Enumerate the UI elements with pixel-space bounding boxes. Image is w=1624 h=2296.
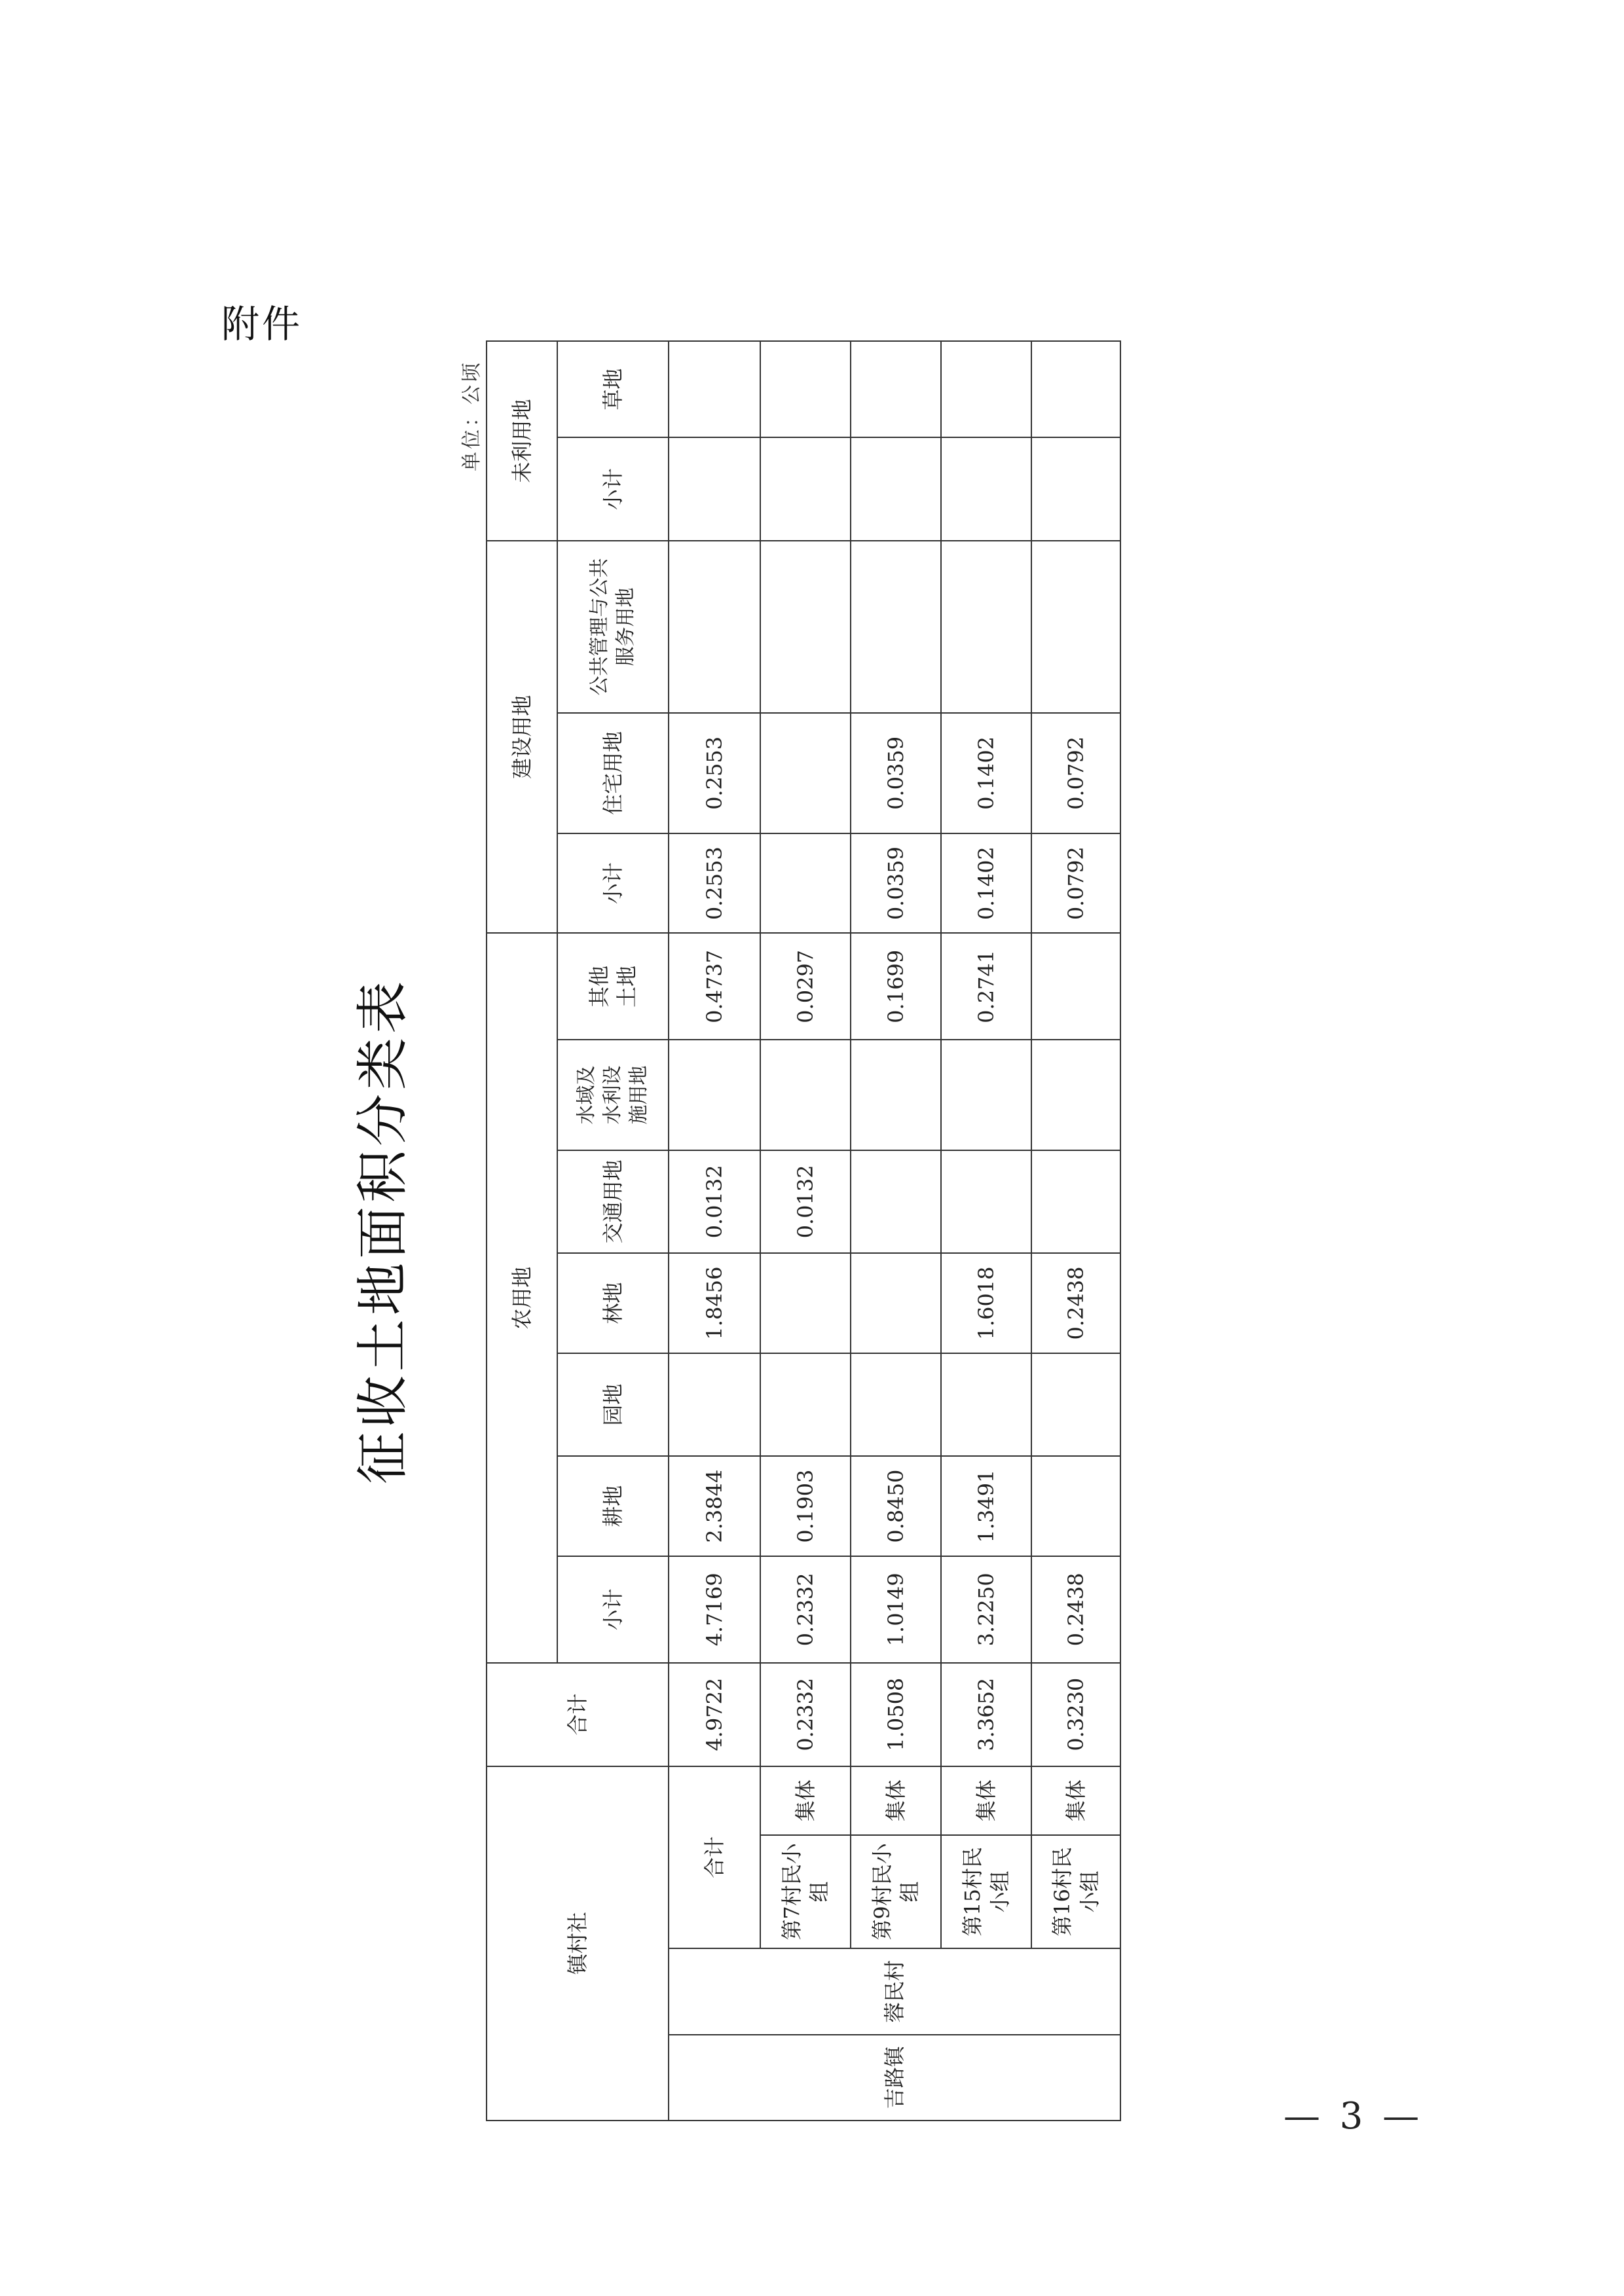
cell-water xyxy=(669,1040,760,1150)
cell-agri-subtotal: 0.2438 xyxy=(1031,1556,1120,1663)
row-name: 第16村民小组 xyxy=(1031,1835,1120,1948)
header-construction: 建设用地 xyxy=(487,541,557,933)
village-cell: 蓉民村 xyxy=(669,1948,1120,2034)
cell-unused-subtotal xyxy=(760,437,851,541)
cell-agri-subtotal: 3.2250 xyxy=(941,1556,1031,1663)
header-agri-subtotal: 小计 xyxy=(557,1556,669,1663)
page-title: 征收土地面积分类表 xyxy=(352,977,413,1484)
cell-total: 1.0508 xyxy=(851,1663,941,1766)
table-row xyxy=(1031,341,1120,2121)
cell-agri-subtotal: 4.7169 xyxy=(669,1556,760,1663)
cell-water xyxy=(851,1040,941,1150)
row-ownership: 集体 xyxy=(851,1766,941,1835)
cell-cons-subtotal: 0.2553 xyxy=(669,833,760,933)
town-cell: 吉路镇 xyxy=(669,2035,1120,2121)
header-grass: 草地 xyxy=(557,341,669,437)
cell-transport: 0.0132 xyxy=(669,1150,760,1254)
header-other: 其他 土地 xyxy=(557,933,669,1040)
cell-total: 0.3230 xyxy=(1031,1663,1120,1766)
header-transport: 交通用地 xyxy=(557,1150,669,1254)
cell-forest: 1.8456 xyxy=(669,1253,760,1353)
cell-residential: 0.0359 xyxy=(851,713,941,833)
table-row xyxy=(941,341,1031,2121)
cell-cultivated: 0.8450 xyxy=(851,1456,941,1556)
cell-public xyxy=(1031,541,1120,713)
header-public: 公共管理与公共 服务用地 xyxy=(557,541,669,713)
cell-total: 4.9722 xyxy=(669,1663,760,1766)
cell-forest: 0.2438 xyxy=(1031,1253,1120,1353)
row-name: 第15村民小组 xyxy=(941,1835,1031,1948)
header-total: 合计 xyxy=(487,1663,669,1766)
cell-unused-subtotal xyxy=(669,437,760,541)
cell-transport xyxy=(851,1150,941,1254)
cell-cultivated: 1.3491 xyxy=(941,1456,1031,1556)
row-ownership: 集体 xyxy=(1031,1766,1120,1835)
cell-forest: 1.6018 xyxy=(941,1253,1031,1353)
cell-cultivated xyxy=(1031,1456,1120,1556)
cell-water xyxy=(941,1040,1031,1150)
cell-grass xyxy=(941,341,1031,437)
cell-residential: 0.0792 xyxy=(1031,713,1120,833)
cell-cultivated: 2.3844 xyxy=(669,1456,760,1556)
header-forest: 林地 xyxy=(557,1253,669,1353)
row-ownership: 集体 xyxy=(941,1766,1031,1835)
cell-cons-subtotal: 0.0792 xyxy=(1031,833,1120,933)
cell-unused-subtotal xyxy=(941,437,1031,541)
cell-agri-subtotal: 1.0149 xyxy=(851,1556,941,1663)
header-agricultural: 农用地 xyxy=(487,933,557,1663)
cell-grass xyxy=(669,341,760,437)
cell-orchard xyxy=(851,1353,941,1457)
cell-orchard xyxy=(1031,1353,1120,1457)
row-name: 第9村民小组 xyxy=(851,1835,941,1948)
cell-residential: 0.1402 xyxy=(941,713,1031,833)
cell-total: 3.3652 xyxy=(941,1663,1031,1766)
cell-other: 0.4737 xyxy=(669,933,760,1040)
cell-cons-subtotal xyxy=(760,833,851,933)
row-name: 第7村民小组 xyxy=(760,1835,851,1948)
header-village: 镇村社 xyxy=(487,1766,669,2121)
cell-public xyxy=(941,541,1031,713)
cell-transport xyxy=(1031,1150,1120,1254)
cell-transport: 0.0132 xyxy=(760,1150,851,1254)
cell-grass xyxy=(851,341,941,437)
cell-residential: 0.2553 xyxy=(669,713,760,833)
cell-public xyxy=(851,541,941,713)
cell-cons-subtotal: 0.0359 xyxy=(851,833,941,933)
land-area-table xyxy=(486,340,1121,2121)
cell-public xyxy=(760,541,851,713)
row-ownership: 集体 xyxy=(760,1766,851,1835)
rotated-table-block xyxy=(341,340,1126,2121)
cell-residential xyxy=(760,713,851,833)
header-unused-subtotal: 小计 xyxy=(557,437,669,541)
cell-public xyxy=(669,541,760,713)
header-residential: 住宅用地 xyxy=(557,713,669,833)
header-unused: 未利用地 xyxy=(487,341,557,541)
cell-grass xyxy=(1031,341,1120,437)
cell-forest xyxy=(760,1253,851,1353)
table-row xyxy=(669,341,760,2121)
cell-other: 0.2741 xyxy=(941,933,1031,1040)
header-cultivated: 耕地 xyxy=(557,1456,669,1556)
cell-cultivated: 0.1903 xyxy=(760,1456,851,1556)
cell-cons-subtotal: 0.1402 xyxy=(941,833,1031,933)
page-number: — 3 — xyxy=(1283,2095,1424,2138)
cell-water xyxy=(760,1040,851,1150)
cell-water xyxy=(1031,1040,1120,1150)
row-name: 合计 xyxy=(669,1766,760,1949)
cell-unused-subtotal xyxy=(851,437,941,541)
cell-orchard xyxy=(760,1353,851,1457)
cell-forest xyxy=(851,1253,941,1353)
cell-other: 0.1699 xyxy=(851,933,941,1040)
header-row-1 xyxy=(487,341,557,2121)
cell-grass xyxy=(760,341,851,437)
cell-transport xyxy=(941,1150,1031,1254)
header-orchard: 园地 xyxy=(557,1353,669,1457)
header-cons-subtotal: 小计 xyxy=(557,833,669,933)
unit-label: 单位：公顷 xyxy=(460,360,483,471)
table-row xyxy=(851,341,941,2121)
cell-total: 0.2332 xyxy=(760,1663,851,1766)
cell-other: 0.0297 xyxy=(760,933,851,1040)
attachment-label: 附件 xyxy=(221,302,303,346)
table-row xyxy=(760,341,851,2121)
cell-unused-subtotal xyxy=(1031,437,1120,541)
cell-orchard xyxy=(669,1353,760,1457)
cell-agri-subtotal: 0.2332 xyxy=(760,1556,851,1663)
header-water: 水域及 水利设 施用地 xyxy=(557,1040,669,1150)
cell-orchard xyxy=(941,1353,1031,1457)
cell-other xyxy=(1031,933,1120,1040)
